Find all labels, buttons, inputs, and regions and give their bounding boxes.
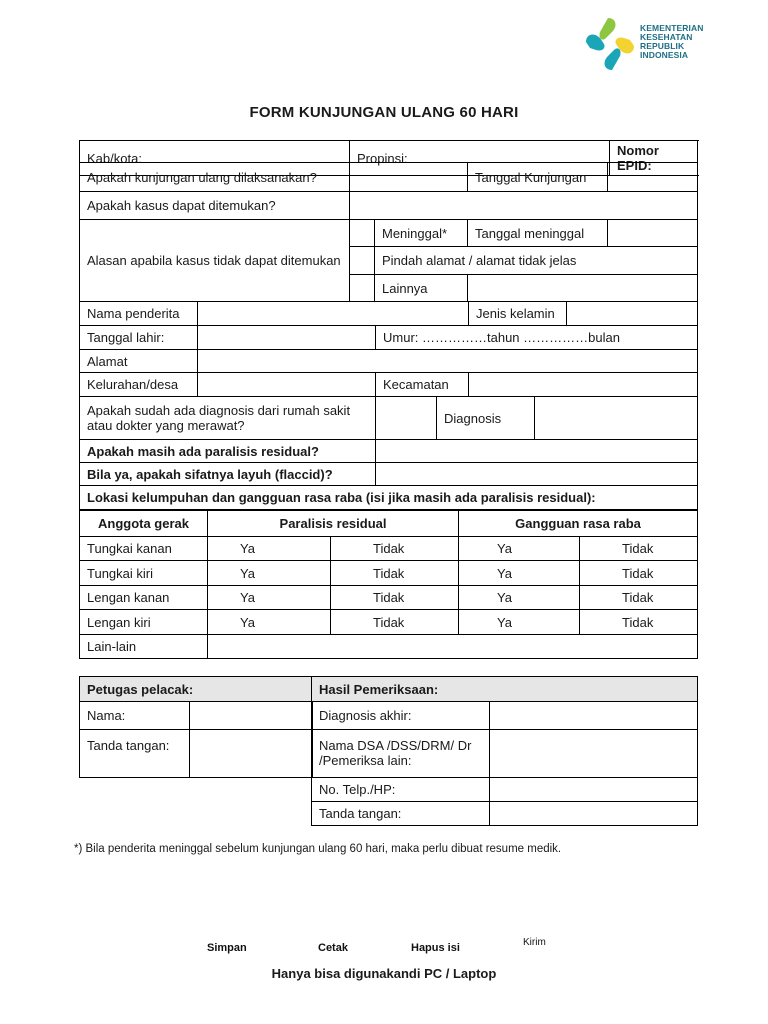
gangguan-ya-option[interactable]: Ya (459, 610, 580, 635)
ministry-logo (582, 16, 704, 72)
q-paralisis-label: Apakah masih ada paralisis residual? (80, 440, 376, 463)
diagnosis-input[interactable] (535, 397, 698, 440)
gangguan-ya-option[interactable]: Ya (459, 537, 580, 561)
q-layuh-label: Bila ya, apakah sifatnya layuh (flaccid)? (80, 463, 376, 486)
kelurahan-label: Kelurahan/desa (80, 373, 198, 397)
q-diagnosis-label: Apakah sudah ada diagnosis dari rumah sakit atau dokter yang merawat? (80, 397, 376, 440)
paralisis-tidak-option[interactable]: Tidak (331, 561, 459, 586)
kelurahan-input[interactable] (198, 373, 376, 397)
pindah-checkbox[interactable] (350, 247, 375, 275)
paralisis-ya-option[interactable]: Ya (208, 537, 331, 561)
lainnya-checkbox[interactable] (350, 275, 375, 302)
table-row (80, 561, 698, 586)
limb-label: Tungkai kiri (80, 561, 208, 586)
limb-label: Lengan kiri (80, 610, 208, 635)
gangguan-ya-option[interactable]: Ya (459, 586, 580, 610)
alamat-input[interactable] (198, 350, 698, 373)
paralisis-answer-input[interactable] (376, 440, 698, 463)
lainnya-input[interactable] (468, 275, 698, 302)
alasan-label: Alasan apabila kasus tidak dapat ditemukan (80, 220, 350, 302)
hasil-label: Hasil Pemeriksaan: (312, 677, 698, 702)
alamat-label: Alamat (80, 350, 198, 373)
gangguan-ya-option[interactable]: Ya (459, 561, 580, 586)
q-kunjungan-label: Apakah kunjungan ulang dilaksanakan? (80, 163, 350, 192)
lainnya-label: Lainnya (375, 275, 468, 302)
simpan-button[interactable]: Simpan (207, 942, 247, 954)
tanggal-meninggal-label: Tanggal meninggal (468, 220, 608, 247)
paralisis-tidak-option[interactable]: Tidak (331, 610, 459, 635)
limbs-table (79, 510, 698, 659)
diagnosis-akhir-label: Diagnosis akhir: (312, 702, 490, 730)
diagnosis-label: Diagnosis (437, 397, 535, 440)
nama-penderita-input[interactable] (198, 302, 469, 326)
logo-text: KEMENTERIAN KESEHATAN REPUBLIK INDONESIA (640, 23, 704, 60)
gangguan-tidak-option[interactable]: Tidak (580, 586, 698, 610)
exam-ttd-input[interactable] (490, 802, 698, 826)
officer-nama-input[interactable] (190, 702, 313, 730)
umur-field[interactable]: Umur: ……………tahun ……………bulan (376, 326, 698, 350)
paralisis-tidak-option[interactable]: Tidak (331, 586, 459, 610)
limb-label: Lengan kanan (80, 586, 208, 610)
petugas-label: Petugas pelacak: (80, 677, 313, 702)
cetak-button[interactable]: Cetak (318, 942, 348, 954)
gangguan-header: Gangguan rasa raba (459, 511, 698, 537)
gangguan-tidak-option[interactable]: Tidak (580, 561, 698, 586)
kecamatan-input[interactable] (469, 373, 698, 397)
diagnosis-answer-input[interactable] (376, 397, 437, 440)
limb-label: Tungkai kanan (80, 537, 208, 561)
officer-ttd-input[interactable] (190, 730, 313, 778)
kecamatan-label: Kecamatan (376, 373, 469, 397)
footnote: *) Bila penderita meninggal sebelum kunjungan ulang 60 hari, maka perlu dibuat resume medik. (74, 843, 562, 855)
officer-table (79, 676, 313, 778)
propinsi-label: Propinsi: (357, 150, 408, 166)
diagnosis-table (79, 396, 698, 510)
table-row (80, 537, 698, 561)
gangguan-tidak-option[interactable]: Tidak (580, 610, 698, 635)
table-row (80, 610, 698, 635)
exam-ttd-label: Tanda tangan: (312, 802, 490, 826)
paralisis-ya-option[interactable]: Ya (208, 561, 331, 586)
lokasi-label: Lokasi kelumpuhan dan gangguan rasa raba (isi jika masih ada paralisis residual): (80, 486, 698, 510)
tanggal-kunjungan-input[interactable] (608, 163, 698, 192)
tanggal-lahir-label: Tanggal lahir: (80, 326, 198, 350)
kabkota-label: Kab/kota: (87, 150, 142, 166)
lain-lain-label: Lain-lain (80, 635, 208, 659)
nama-penderita-label: Nama penderita (80, 302, 198, 326)
visit-table (79, 162, 698, 302)
q-ditemukan-label: Apakah kasus dapat ditemukan? (80, 192, 350, 220)
hapus-button[interactable]: Hapus isi (411, 942, 460, 954)
tanggal-kunjungan-label: Tanggal Kunjungan (468, 163, 608, 192)
tanggal-lahir-input[interactable] (198, 326, 376, 350)
kirim-button[interactable]: Kirim (523, 937, 546, 948)
limb-header: Anggota gerak (80, 511, 208, 537)
telp-label: No. Telp./HP: (312, 778, 490, 802)
patient-table (79, 301, 698, 397)
health-ministry-emblem-icon (582, 16, 638, 72)
paralisis-ya-option[interactable]: Ya (208, 586, 331, 610)
form-title: FORM KUNJUNGAN ULANG 60 HARI (249, 104, 519, 121)
jenis-kelamin-input[interactable] (567, 302, 698, 326)
telp-input[interactable] (490, 778, 698, 802)
nama-dsa-input[interactable] (490, 730, 698, 778)
kunjungan-answer-input[interactable] (350, 163, 468, 192)
gangguan-tidak-option[interactable]: Tidak (580, 537, 698, 561)
exam-table (311, 676, 698, 826)
nomor-epid-label: Nomor EPID: (617, 143, 659, 173)
pindah-label: Pindah alamat / alamat tidak jelas (375, 247, 698, 275)
tanggal-meninggal-input[interactable] (608, 220, 698, 247)
paralisis-ya-option[interactable]: Ya (208, 610, 331, 635)
ditemukan-answer-input[interactable] (350, 192, 698, 220)
lain-lain-input[interactable] (208, 635, 698, 659)
officer-nama-label: Nama: (80, 702, 190, 730)
layuh-answer-input[interactable] (376, 463, 698, 486)
diagnosis-akhir-input[interactable] (490, 702, 698, 730)
nama-dsa-label: Nama DSA /DSS/DRM/ Dr /Pemeriksa lain: (312, 730, 490, 778)
footer-note: Hanya bisa digunakandi PC / Laptop (271, 966, 497, 981)
officer-ttd-label: Tanda tangan: (80, 730, 190, 778)
table-row (80, 586, 698, 610)
meninggal-checkbox[interactable] (350, 220, 375, 247)
paralisis-tidak-option[interactable]: Tidak (331, 537, 459, 561)
jenis-kelamin-label: Jenis kelamin (469, 302, 567, 326)
meninggal-label: Meninggal* (375, 220, 468, 247)
paralisis-header: Paralisis residual (208, 511, 459, 537)
